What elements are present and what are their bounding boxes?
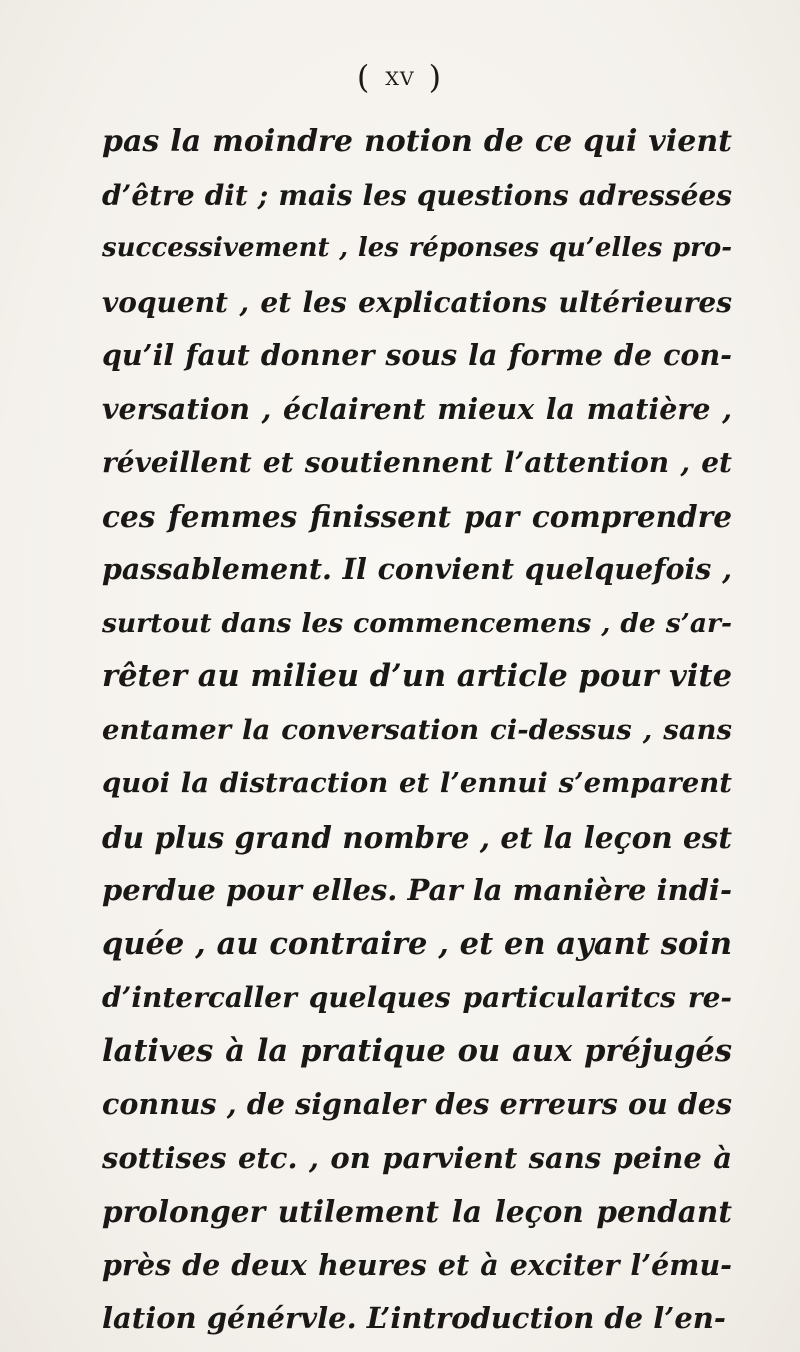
page-header: [0, 58, 800, 96]
text-line: prolonger utilement la leçon pendant: [102, 1194, 732, 1229]
text-line: ces femmes finissent par comprendre: [102, 498, 732, 534]
page-number: XV: [385, 68, 415, 90]
text-line: connus , de signaler des erreurs ou des: [102, 1087, 732, 1121]
text-line: perdue pour elles. Par la manière indi-: [102, 873, 732, 907]
text-line: réveillent et soutiennent l’attention , et: [102, 446, 732, 479]
header-close-paren: ): [428, 58, 444, 96]
text-line: versation , éclairent mieux la matière ,: [102, 391, 732, 426]
body-text: [102, 115, 732, 1346]
text-line: d’intercaller quelques particularitcs re-: [102, 981, 732, 1014]
text-line: pas la moindre notion de ce qui vient: [102, 124, 732, 159]
text-line: rêter au milieu d’un article pour vite: [102, 658, 732, 694]
text-line: près de deux heures et à exciter l’ému-: [102, 1247, 732, 1282]
text-line: quée , au contraire , et en ayant soin: [102, 925, 732, 962]
text-line: sottises etc. , on parvient sans peine à: [102, 1140, 732, 1175]
text-line: successivement , les réponses qu’elles pro-: [102, 233, 732, 263]
text-line: passablement. Il convient quelquefois ,: [102, 552, 732, 586]
text-line: quoi la distraction et l’ennui s’emparent: [102, 767, 732, 799]
text-line: surtout dans les commencemens , de s’ar-: [102, 607, 732, 639]
text-line: du plus grand nombre , et la leçon est: [102, 819, 732, 855]
text-line: lation générvle. L’introduction de l’en-: [102, 1301, 726, 1335]
header-open-paren: (: [356, 58, 372, 96]
text-line: latives à la pratique ou aux préjugés: [102, 1032, 732, 1069]
text-line: voquent , et les explications ultérieures: [102, 285, 732, 319]
text-line: d’être dit ; mais les questions adressées: [102, 178, 732, 212]
text-line: qu’il faut donner sous la forme de con-: [102, 338, 732, 372]
text-line: entamer la conversation ci-dessus , sans: [102, 713, 732, 746]
